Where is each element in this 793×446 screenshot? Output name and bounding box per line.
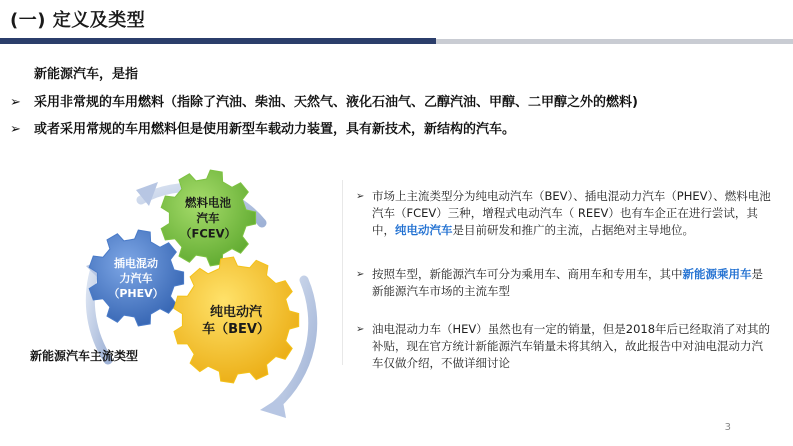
gear-label: 插电混动 (114, 256, 158, 270)
gear-label: 纯电动汽 (209, 305, 263, 321)
bullet-text: 或者采用常规的车用燃料但是使用新型车载动力装置，具有新技术，新结构的汽车。 (34, 122, 516, 137)
page-title: (一) 定义及类型 (10, 10, 146, 31)
info-item-3 (356, 321, 776, 375)
info-highlight: 新能源乘用车 (682, 267, 752, 281)
bullet-arrow-icon: ➢ (10, 122, 21, 137)
gear-label: （PHEV） (108, 286, 164, 300)
gear-bev (174, 257, 299, 383)
info-text (372, 266, 772, 300)
info-text-part: 油电混动力车（HEV）虽然也有一定的销量，但是2018年后已经取消了对其的补贴，现在官方统计新能源汽车销量未将其纳入，故此报告中对油电混动力汽车仅做介绍，不做详细讨论 (372, 322, 771, 370)
info-item-1 (356, 188, 776, 252)
bullet-text: 采用非常规的车用燃料（指除了汽油、柴油、天然气、液化石油气、乙醇汽油、甲醇、二甲醇之外的燃料) (34, 95, 638, 110)
gear-label: 力汽车 (119, 271, 153, 285)
gear-label: 汽车 (196, 211, 220, 226)
bullet-arrow-icon: ➢ (356, 269, 365, 280)
gear-label: 车（BEV） (202, 322, 270, 338)
info-text-part: 按照车型，新能源汽车可分为乘用车、商用车和专用车，其中 (372, 267, 683, 281)
gear-diagram (36, 160, 336, 420)
info-highlight: 纯电动汽车 (395, 223, 453, 237)
divider (342, 180, 343, 365)
info-text-part: 是新能源汽车市场的主流车型 (372, 267, 763, 298)
definition-bullet-1 (10, 91, 638, 110)
info-text-part: 市场上主流类型分为纯电动汽车（BEV）、插电混动力汽车（PHEV）、燃料电池汽车（FCEV）三种，增程式电动汽车（ REEV）也有车企正在进行尝试，其中， (372, 189, 771, 237)
info-item-2 (356, 266, 776, 302)
definition-bullet-2 (10, 118, 515, 137)
page-number: 3 (724, 422, 731, 433)
bullet-arrow-icon: ➢ (356, 191, 365, 202)
definition-intro: 新能源汽车，是指 (34, 67, 139, 82)
title-bar (0, 38, 436, 44)
bullet-arrow-icon: ➢ (10, 95, 21, 110)
gear-label: 燃料电池 (185, 195, 231, 210)
gear-phev (89, 230, 183, 326)
info-text (372, 188, 772, 239)
info-text (372, 321, 772, 372)
diagram-caption: 新能源汽车主流类型 (30, 349, 139, 363)
info-text-part: 是目前研发和推广的主流，占据绝对主导地位。 (452, 223, 694, 237)
gear-label: （FCEV） (179, 226, 237, 241)
title-bar-extension (436, 39, 793, 44)
bullet-arrow-icon: ➢ (356, 324, 365, 335)
cycle-arrowhead-icon (260, 396, 286, 418)
